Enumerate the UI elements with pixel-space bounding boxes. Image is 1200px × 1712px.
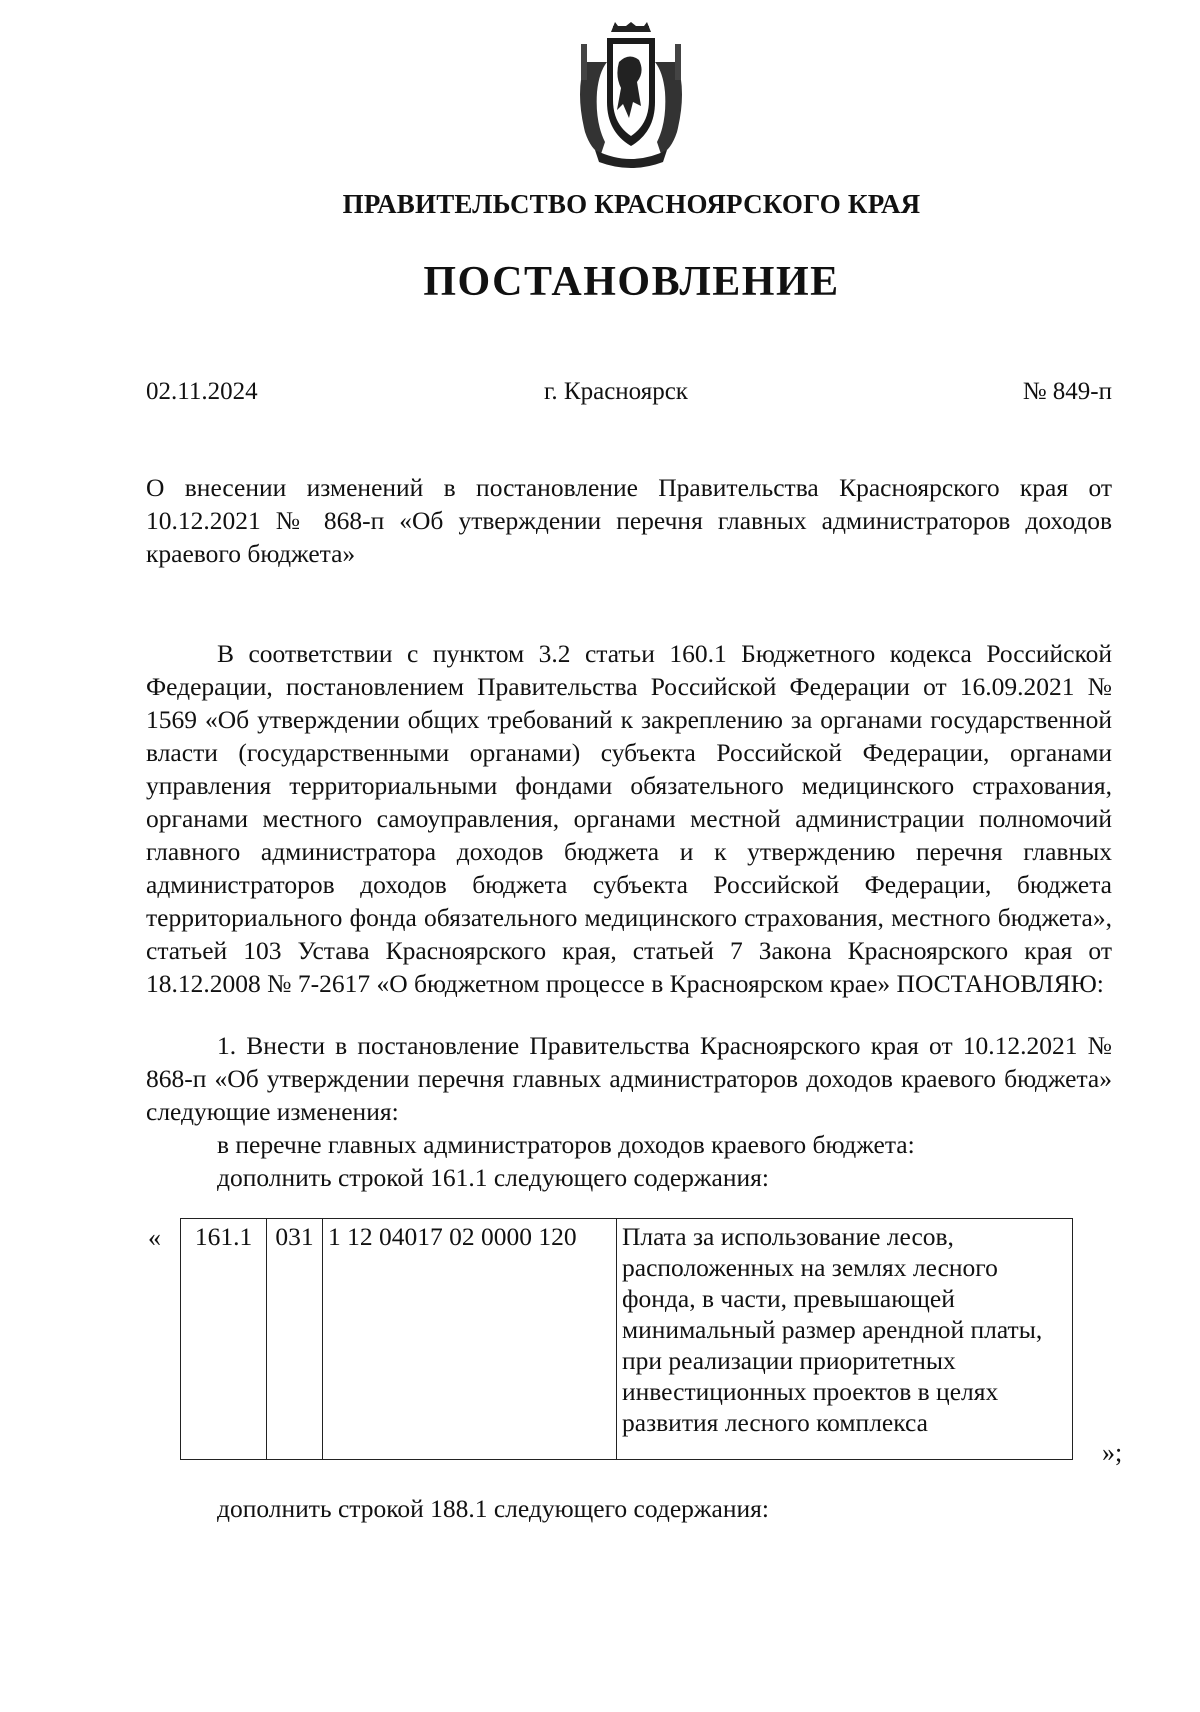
preamble-paragraph: В соответствии с пунктом 3.2 статьи 160.1 Бюджетного кодекса Российской Федерации, постановлением Правительства Российской Федерации от 16.09.2021 № 1569 «Об утверждении общих требований к закреплению за органами государственной власти (государственными органами) субъекта Российской Федерации, органами управления территориальными фондами обязательного медицинского страхования, органами местного самоуправления, органами местной администрации полномочий главного администратора доходов бюджета и к утверждению перечня главных администраторов доходов бюджета субъекта Российской Федерации, бюджета территориального фонда обязательного медицинского страхования, местного бюджета», статьей 103 Устава Красноярского края, статьей 7 Закона Красноярского края от 18.12.2008 № 7-2617 «О бюджетном процессе в Красноярском крае» ПОСТАНОВЛЯЮ: <box>146 639 1112 998</box>
list-intro-line: в перечне главных администраторов доходов краевого бюджета: <box>217 1130 915 1159</box>
add-row-161-line: дополнить строкой 161.1 следующего содержания: <box>217 1163 769 1192</box>
quote-open: « <box>148 1223 161 1252</box>
item-1-paragraph: 1. Внести в постановление Правительства Красноярского края от 10.12.2021 № 868-п «Об утверждении перечня главных администраторов доходов краевого бюджета» следующие изменения: <box>146 1031 1112 1126</box>
document-city: г. Красноярск <box>544 378 688 405</box>
document-subject: О внесении изменений в постановление Правительства Красноярского края от 10.12.2021 № 868-п «Об утверждении перечня главных администраторов доходов краевого бюджета» <box>146 473 1112 568</box>
organization-title: ПРАВИТЕЛЬСТВО КРАСНОЯРСКОГО КРАЯ <box>342 189 921 219</box>
inserted-row-table <box>180 1218 1073 1460</box>
document-number: № 849-п <box>1022 378 1112 405</box>
quote-close: »; <box>1102 1438 1123 1467</box>
row-number-cell: 161.1 <box>181 1219 267 1460</box>
admin-code-cell: 031 <box>267 1219 323 1460</box>
kbk-code-cell: 1 12 04017 02 0000 120 <box>323 1219 617 1460</box>
table-row <box>181 1219 1073 1460</box>
revenue-description-cell: Плата за использование лесов, расположенных на землях лесного фонда, в части, превышающей минимальный размер арендной платы, при реализации приоритетных инвестиционных проектов в целях развития лесного комплекса <box>617 1219 1073 1460</box>
add-row-188-line: дополнить строкой 188.1 следующего содержания: <box>217 1494 769 1523</box>
document-date: 02.11.2024 <box>146 378 258 405</box>
coat-of-arms-icon <box>571 22 691 170</box>
document-type-title: ПОСТАНОВЛЕНИЕ <box>423 259 840 305</box>
